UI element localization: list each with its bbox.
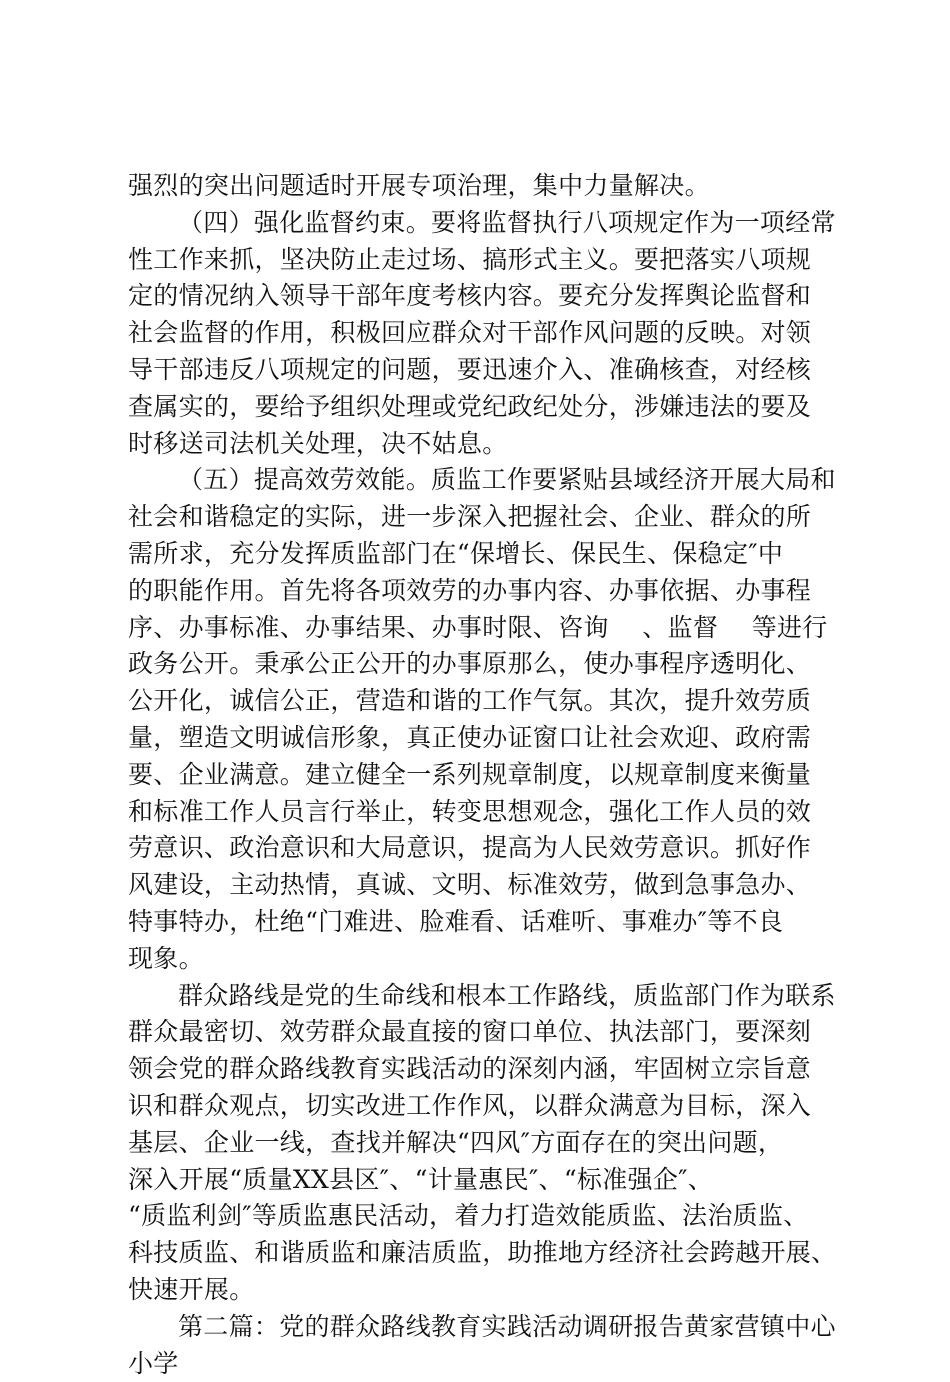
text-line: 现象。 xyxy=(128,941,848,978)
text-line: 要、企业满意。建立健全一系列规章制度，以规章制度来衡量 xyxy=(128,757,848,794)
text-line: 特事特办，杜绝“门难进、脸难看、话难听、事难办″等不良 xyxy=(128,904,848,941)
text-line: 导干部违反八项规定的问题，要迅速介入、准确核查，对经核 xyxy=(128,352,848,389)
text-line: 深入开展“质量XX县区″、“计量惠民″、“标准强企″、 xyxy=(128,1162,848,1199)
text-line: 强烈的突出问题适时开展专项治理，集中力量解决。 xyxy=(128,168,848,205)
text-line: 量，塑造文明诚信形象，真正使办证窗口让社会欢迎、政府需 xyxy=(128,720,848,757)
section-heading-line: 小学 xyxy=(128,1346,848,1382)
text-line: 科技质监、和谐质监和廉洁质监，助推地方经济社会跨越开展、 xyxy=(128,1235,848,1272)
text-line: 时移送司法机关处理，决不姑息。 xyxy=(128,426,848,463)
section-heading-line: 第二篇：党的群众路线教育实践活动调研报告黄家营镇中心 xyxy=(128,1309,848,1346)
text-line: 定的情况纳入领导干部年度考核内容。要充分发挥舆论监督和 xyxy=(128,278,848,315)
text-line: 社会监督的作用，积极回应群众对干部作风问题的反映。对领 xyxy=(128,315,848,352)
text-line: 群众路线是党的生命线和根本工作路线，质监部门作为联系 xyxy=(128,978,848,1015)
text-line: 查属实的，要给予组织处理或党纪政纪处分，涉嫌违法的要及 xyxy=(128,389,848,426)
text-line: 政务公开。秉承公正公开的办事原那么，使办事程序透明化、 xyxy=(128,646,848,683)
text-line: 公开化，诚信公正，营造和谐的工作气氛。其次，提升效劳质 xyxy=(128,683,848,720)
text-line: 性工作来抓，坚决防止走过场、搞形式主义。要把落实八项规 xyxy=(128,242,848,279)
text-line: 快速开展。 xyxy=(128,1272,848,1309)
text-line: 基层、企业一线，查找并解决“四风″方面存在的突出问题， xyxy=(128,1125,848,1162)
text-line: “质监利剑″等质监惠民活动，着力打造效能质监、法治质监、 xyxy=(128,1198,848,1235)
text-line: 的职能作用。首先将各项效劳的办事内容、办事依据、办事程 xyxy=(128,573,848,610)
text-line: 识和群众观点，切实改进工作作风，以群众满意为目标，深入 xyxy=(128,1088,848,1125)
text-line: 和标准工作人员言行举止，转变思想观念，强化工作人员的效 xyxy=(128,794,848,831)
text-line: （四）强化监督约束。要将监督执行八项规定作为一项经常 xyxy=(128,205,848,242)
text-line: 领会党的群众路线教育实践活动的深刻内涵，牢固树立宗旨意 xyxy=(128,1051,848,1088)
text-line: 风建设，主动热情，真诚、文明、标准效劳，做到急事急办、 xyxy=(128,867,848,904)
text-line: 劳意识、政治意识和大局意识，提高为人民效劳意识。抓好作 xyxy=(128,830,848,867)
text-line: （五）提高效劳效能。质监工作要紧贴县域经济开展大局和 xyxy=(128,462,848,499)
text-line: 需所求，充分发挥质监部门在“保增长、保民生、保稳定″中 xyxy=(128,536,848,573)
text-line: 群众最密切、效劳群众最直接的窗口单位、执法部门，要深刻 xyxy=(128,1014,848,1051)
document-body xyxy=(128,168,848,1382)
text-line: 序、办事标准、办事结果、办事时限、咨询 、监督 等进行 xyxy=(128,610,848,647)
text-line: 社会和谐稳定的实际，进一步深入把握社会、企业、群众的所 xyxy=(128,499,848,536)
